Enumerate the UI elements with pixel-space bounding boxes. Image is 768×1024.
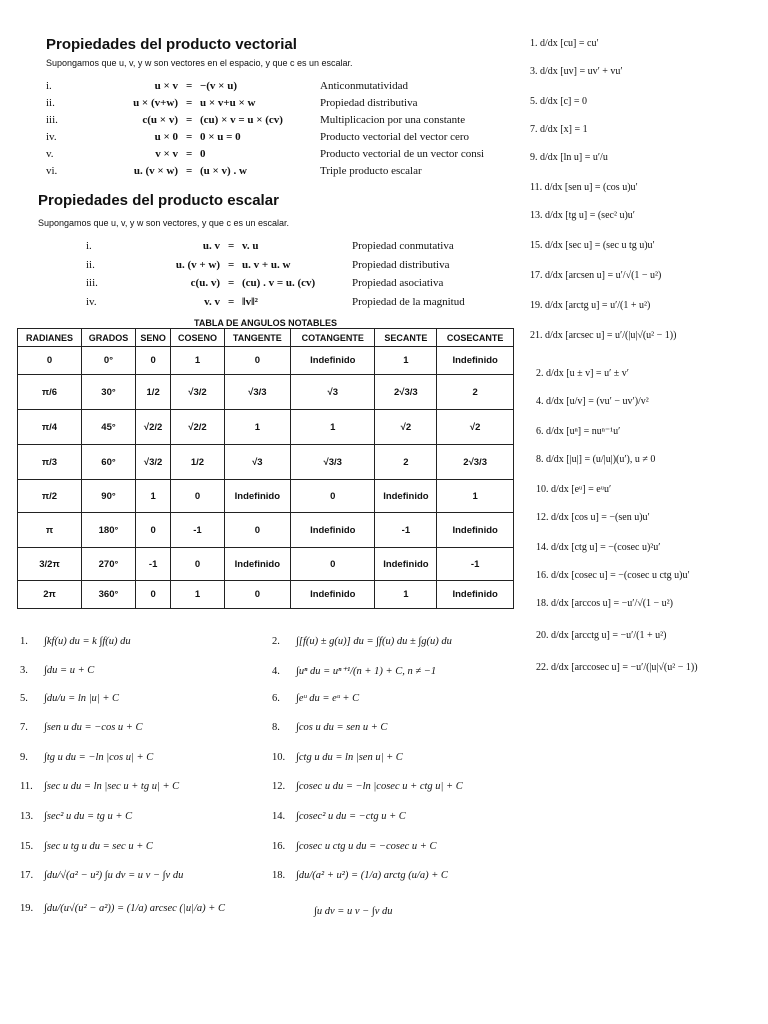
row-rhs: v. u [242,240,259,252]
derivative-formula: 22. d/dx [arccosec u] = −u′/(|u|√(u² − 1)) [536,662,698,673]
table-cell: √2 [375,410,437,445]
integral-formula [272,781,463,792]
derivative-formula: 2. d/dx [u ± v] = u′ ± v′ [536,368,629,379]
row-lhs: v × v [155,148,178,160]
integral-formula [272,665,436,677]
table-cell: 3/2π [18,548,82,581]
table-cell: √3 [224,445,290,480]
integral-expression: ∫eᵘ du = eᵘ + C [296,693,360,704]
table-cell: Indefinido [291,347,375,375]
integral-formula [272,811,406,822]
row-name: Triple producto escalar [320,165,422,177]
table-cell: Indefinido [224,480,290,513]
derivative-formula: 4. d/dx [u/v] = (vu′ − uv′)/v² [536,396,649,407]
row-name: Anticonmutatividad [320,80,408,92]
integral-expression: ∫du/(u√(u² − a²)) = (1/a) arcsec (|u|/a) + C [44,903,225,914]
escalar-subtitle: Supongamos que u, v, y w son vectores, y que c es un escalar. [38,218,289,228]
row-equals: = [228,240,235,252]
table-cell: 1 [291,410,375,445]
derivative-formula: 6. d/dx [uⁿ] = nuⁿ⁻¹u′ [536,426,621,437]
row-number: v. [46,148,54,160]
vectorial-row [0,114,768,128]
table-cell: 1 [135,480,170,513]
integral-formula [20,903,225,914]
derivative-formula: 15. d/dx [sec u] = (sec u tg u)u′ [530,240,655,251]
derivative-formula: 3. d/dx [uv] = uv′ + vu′ [530,66,623,77]
table-row [18,445,514,480]
integral-number: 8. [272,722,280,733]
integral-number: 6. [272,693,280,704]
row-rhs: 0 × u = 0 [200,131,241,143]
table-header-cell: TANGENTE [224,329,290,347]
table-cell: π/3 [18,445,82,480]
table-cell: √2/2 [171,410,224,445]
integral-formula [290,906,393,917]
table-cell: π [18,513,82,548]
integral-expression: ∫du/(a² + u²) = (1/a) arctg (u/a) + C [296,870,448,881]
integral-number: 4. [272,666,280,677]
derivative-formula: 10. d/dx [eᵘ] = eᵘu′ [536,484,612,495]
row-lhs: u. v [202,240,220,252]
row-lhs: c(u × v) [142,114,178,126]
vectorial-subtitle: Supongamos que u, v, y w son vectores en el espacio, y que c es un escalar. [46,58,353,68]
table-cell: 1 [375,347,437,375]
row-equals: = [186,131,193,143]
integral-expression: ∫du = u + C [44,665,95,676]
derivative-formula: 16. d/dx [cosec u] = −(cosec u ctg u)u′ [536,570,690,581]
table-cell: 0 [18,347,82,375]
integral-formula [272,752,403,763]
vectorial-row [0,148,768,162]
row-name: Propiedad conmutativa [352,240,454,252]
integral-formula [20,636,131,647]
escalar-row [0,296,768,310]
row-lhs: u × (v+w) [133,97,178,109]
row-lhs: u × v [154,80,178,92]
table-header-cell: GRADOS [81,329,135,347]
row-lhs: v. v [204,295,220,308]
row-equals: = [228,277,235,289]
table-header-cell: COSECANTE [437,329,514,347]
table-cell: 2√3/3 [375,375,437,410]
row-rhs: (u × v) . w [200,165,247,177]
integral-formula [20,665,94,676]
integral-formula [20,870,183,881]
derivative-formula: 14. d/dx [ctg u] = −(cosec u)²u′ [536,542,661,553]
integral-expression: ∫kf(u) du = k ∫f(u) du [44,636,131,647]
row-rhs: −(v × u) [200,80,237,92]
integral-expression: ∫du/√(a² − u²) ∫u dv = u v − ∫v du [44,870,184,881]
angles-table [17,328,514,609]
integral-number: 16. [272,841,286,852]
integral-expression: ∫cosec u ctg u du = −cosec u + C [296,841,437,852]
table-cell: 1 [437,480,514,513]
integral-number: 11. [20,781,33,792]
row-name: Propiedad de la magnitud [352,295,465,308]
table-cell: -1 [375,513,437,548]
integral-expression: ∫u dv = u v − ∫v du [314,906,393,917]
row-number: iv. [86,295,97,308]
integral-number: 18. [272,870,286,881]
vectorial-row [0,165,768,179]
table-header-cell: SENO [135,329,170,347]
table-cell: -1 [437,548,514,581]
integral-expression: ∫[f(u) ± g(u)] du = ∫f(u) du ± ∫g(u) du [296,636,452,647]
integral-formula [20,752,153,763]
derivative-formula: 20. d/dx [arcctg u] = −u′/(1 + u²) [536,630,667,641]
derivative-formula: 8. d/dx [|u|] = (u/|u|)(u′), u ≠ 0 [536,454,656,465]
derivative-formula: 13. d/dx [tg u] = (sec² u)u′ [530,210,635,221]
table-cell: 2 [375,445,437,480]
table-cell: 2√3/3 [437,445,514,480]
table-cell: 1 [224,410,290,445]
table-cell: 0° [81,347,135,375]
table-cell: Indefinido [437,513,514,548]
row-equals: = [186,165,193,177]
table-cell: √3/3 [224,375,290,410]
row-rhs: u. v + u. w [242,258,291,271]
vectorial-row [0,97,768,111]
table-cell: 1/2 [171,445,224,480]
row-name: Propiedad distributiva [352,258,450,271]
row-equals: = [186,97,193,109]
vectorial-title: Propiedades del producto vectorial [46,36,297,53]
table-row [18,513,514,548]
table-row [18,480,514,513]
table-cell: 1 [171,581,224,609]
table-header-row [18,329,514,347]
table-cell: 1 [375,581,437,609]
table-cell: √3/2 [171,375,224,410]
table-cell: π/4 [18,410,82,445]
vectorial-row [0,131,768,145]
derivative-formula: 9. d/dx [ln u] = u′/u [530,152,608,163]
integral-formula [20,841,153,852]
integral-expression: ∫sec² u du = tg u + C [44,811,133,822]
integral-formula [20,781,179,792]
table-cell: 0 [291,480,375,513]
table-cell: 2 [437,375,514,410]
table-cell: π/2 [18,480,82,513]
table-cell: 0 [135,513,170,548]
integral-formula [20,811,132,822]
table-cell: √3/3 [291,445,375,480]
integral-number: 2. [272,636,280,647]
table-cell: 0 [135,581,170,609]
row-rhs: ‖v‖² [242,295,258,308]
row-number: iii. [46,114,58,126]
integral-number: 7. [20,722,28,733]
row-equals: = [186,114,193,126]
row-name: Propiedad asociativa [352,277,444,289]
integral-number: 3. [20,665,28,676]
integral-number: 1. [20,636,28,647]
table-row [18,410,514,445]
row-number: ii. [46,97,55,109]
derivative-formula: 17. d/dx [arcsen u] = u′/√(1 − u²) [530,270,662,281]
table-row [18,581,514,609]
integral-expression: ∫uⁿ du = uⁿ⁺¹/(n + 1) + C, n ≠ −1 [296,666,437,677]
table-header-cell: COTANGENTE [291,329,375,347]
table-cell: Indefinido [437,347,514,375]
table-header-cell: SECANTE [375,329,437,347]
integral-number: 15. [20,841,34,852]
derivative-formula: 21. d/dx [arcsec u] = u′/(|u|√(u² − 1)) [530,330,677,341]
row-number: iii. [86,277,98,289]
derivative-formula: 7. d/dx [x] = 1 [530,124,588,135]
integral-number: 12. [272,781,286,792]
derivative-formula: 12. d/dx [cos u] = −(sen u)u′ [536,512,650,523]
integral-formula [272,693,359,704]
integral-number: 5. [20,693,28,704]
table-cell: 1 [171,347,224,375]
row-rhs: (cu) × v = u × (cv) [200,114,283,126]
row-number: vi. [46,165,58,177]
integral-expression: ∫cos u du = sen u + C [296,722,388,733]
table-cell: 0 [171,548,224,581]
integral-expression: ∫du/u = ln |u| + C [44,693,120,704]
table-row [18,548,514,581]
table-cell: 0 [224,347,290,375]
table-title: TABLA DE ANGULOS NOTABLES [194,318,337,328]
integral-formula [272,841,436,852]
table-cell: Indefinido [437,581,514,609]
row-equals: = [228,258,235,271]
table-cell: 0 [224,513,290,548]
table-cell: π/6 [18,375,82,410]
integral-number: 19. [20,903,34,914]
integral-formula [272,722,387,733]
row-rhs: (cu) . v = u. (cv) [242,277,316,289]
row-equals: = [228,295,235,308]
integral-expression: ∫cosec² u du = −ctg u + C [296,811,406,822]
table-header-cell: COSENO [171,329,224,347]
table-cell: 360° [81,581,135,609]
integral-number: 13. [20,811,34,822]
integral-expression: ∫sec u tg u du = sec u + C [44,841,153,852]
table-cell: 45° [81,410,135,445]
row-lhs: u × 0 [154,131,178,143]
row-number: i. [46,80,52,92]
table-cell: Indefinido [291,581,375,609]
table-cell: 1/2 [135,375,170,410]
derivative-formula: 1. d/dx [cu] = cu′ [530,38,599,49]
table-row [18,375,514,410]
table-cell: √2 [437,410,514,445]
table-cell: 0 [291,548,375,581]
table-cell: √3/2 [135,445,170,480]
integral-expression: ∫cosec u du = −ln |cosec u + ctg u| + C [296,781,463,792]
integral-number: 14. [272,811,286,822]
integral-expression: ∫tg u du = −ln |cos u| + C [44,752,154,763]
table-cell: 60° [81,445,135,480]
row-name: Multiplicacion por una constante [320,114,466,126]
derivative-formula: 11. d/dx [sen u] = (cos u)u′ [530,182,638,193]
derivative-formula: 5. d/dx [c] = 0 [530,96,588,107]
derivative-formula: 19. d/dx [arctg u] = u′/(1 + u²) [530,300,651,311]
row-number: i. [86,240,92,252]
table-cell: -1 [171,513,224,548]
integral-number: 10. [272,752,286,763]
integral-formula [272,636,452,647]
row-equals: = [186,148,193,160]
table-cell: 180° [81,513,135,548]
table-row [18,347,514,375]
integral-expression: ∫sen u du = −cos u + C [44,722,143,733]
table-cell: 0 [135,347,170,375]
integral-expression: ∫ctg u du = ln |sen u| + C [296,752,403,763]
escalar-title: Propiedades del producto escalar [38,192,279,209]
table-cell: √2/2 [135,410,170,445]
table-cell: Indefinido [375,548,437,581]
integral-formula [272,870,448,881]
vectorial-row [0,80,768,94]
row-lhs: u. (v + w) [175,258,220,271]
table-cell: 0 [224,581,290,609]
row-lhs: c(u. v) [190,277,220,289]
table-cell: Indefinido [291,513,375,548]
table-cell: 270° [81,548,135,581]
table-header-cell: RADIANES [18,329,82,347]
integral-expression: ∫sec u du = ln |sec u + tg u| + C [44,781,180,792]
integral-number: 9. [20,752,28,763]
integral-formula [20,693,119,704]
row-name: Producto vectorial de un vector consi [320,148,485,160]
table-cell: √3 [291,375,375,410]
row-lhs: u. (v × w) [133,165,178,177]
table-cell: 90° [81,480,135,513]
row-equals: = [186,80,193,92]
row-rhs: u × v+u × w [200,97,256,109]
integral-number: 17. [20,870,34,881]
table-cell: 2π [18,581,82,609]
table-cell: 30° [81,375,135,410]
table-cell: 0 [171,480,224,513]
table-body [18,347,514,609]
table-cell: -1 [135,548,170,581]
angles-table-block [17,318,514,609]
row-name: Producto vectorial del vector cero [320,131,470,143]
row-rhs: 0 [200,148,206,160]
derivative-formula: 18. d/dx [arccos u] = −u′/√(1 − u²) [536,598,674,609]
row-name: Propiedad distributiva [320,97,418,109]
integral-formula [20,722,143,733]
table-cell: Indefinido [224,548,290,581]
row-number: ii. [86,258,95,271]
table-cell: Indefinido [375,480,437,513]
row-number: iv. [46,131,57,143]
